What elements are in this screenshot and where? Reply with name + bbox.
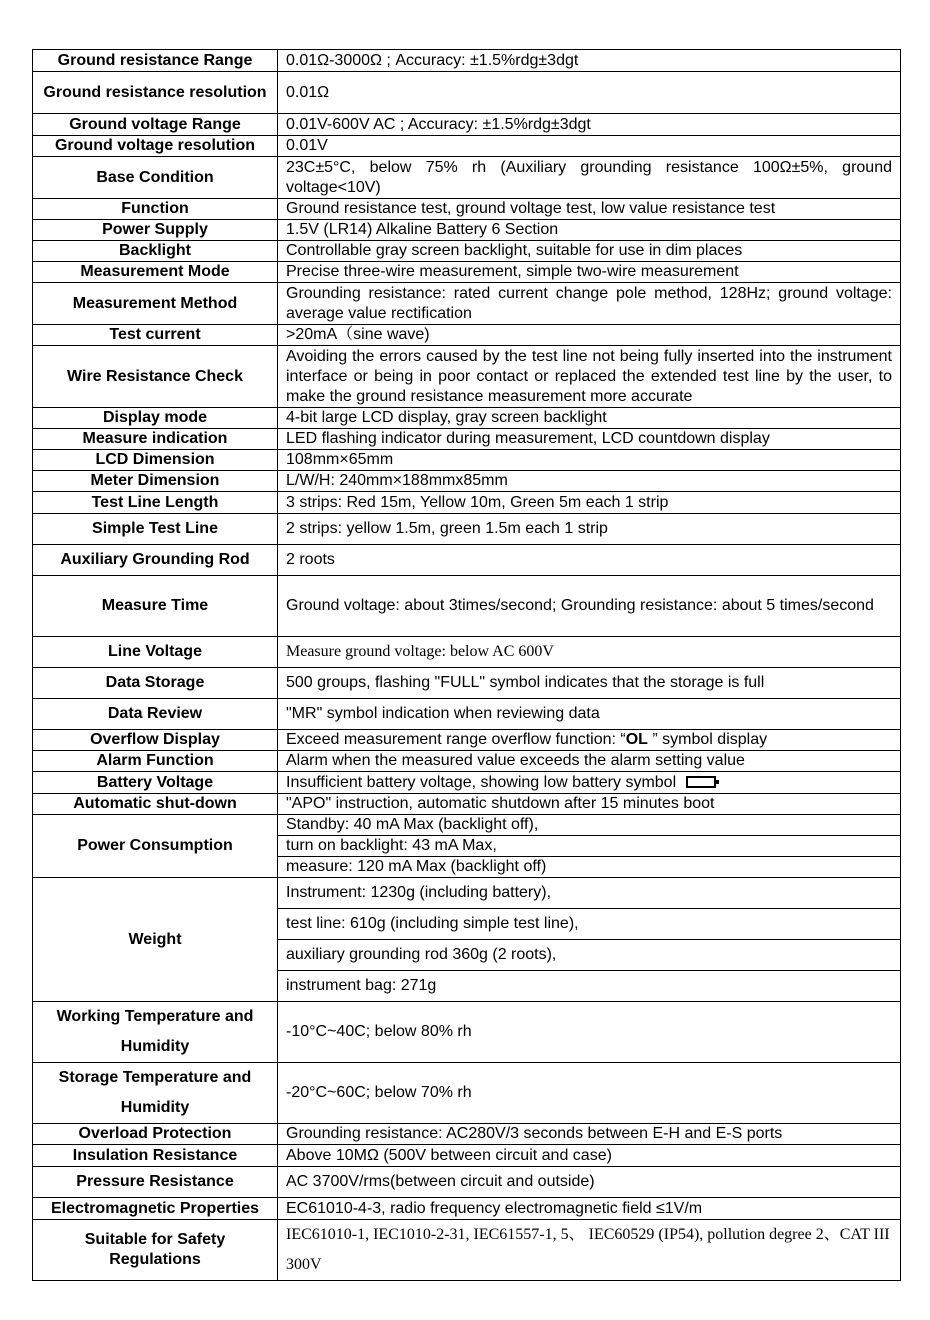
table-row <box>33 1145 901 1167</box>
row-value: L/W/H: 240mm×188mmx85mm <box>278 471 901 492</box>
table-row <box>33 283 901 325</box>
row-label: Measure Time <box>33 576 278 637</box>
value-line: auxiliary grounding rod 360g (2 roots), <box>278 940 900 971</box>
row-value: Precise three-wire measurement, simple two-wire measurement <box>278 262 901 283</box>
table-row <box>33 1198 901 1220</box>
row-label: Insulation Resistance <box>33 1145 278 1167</box>
row-label: Simple Test Line <box>33 514 278 545</box>
row-label: Pressure Resistance <box>33 1167 278 1198</box>
row-label: Weight <box>33 878 278 1002</box>
row-value: 4-bit large LCD display, gray screen backlight <box>278 408 901 429</box>
row-value: LED flashing indicator during measurement, LCD countdown display <box>278 429 901 450</box>
table-row <box>33 408 901 429</box>
row-value: AC 3700V/rms(between circuit and outside) <box>278 1167 901 1198</box>
row-value: IEC61010-1, IEC1010-2-31, IEC61557-1, 5、 IEC60529 (IP54), pollution degree 2、CAT III 300V <box>278 1220 901 1281</box>
row-label: Working Temperature and Humidity <box>33 1002 278 1063</box>
table-row <box>33 262 901 283</box>
row-value <box>278 772 901 794</box>
row-label: Backlight <box>33 241 278 262</box>
row-value: Above 10MΩ (500V between circuit and case) <box>278 1145 901 1167</box>
table-row <box>33 157 901 199</box>
value-line: Standby: 40 mA Max (backlight off), <box>278 815 900 836</box>
row-value: 1.5V (LR14) Alkaline Battery 6 Section <box>278 220 901 241</box>
battery-text: Insufficient battery voltage, showing low battery symbol <box>286 773 677 791</box>
row-label: Ground voltage resolution <box>33 136 278 157</box>
table-row <box>33 220 901 241</box>
row-value: 0.01V <box>278 136 901 157</box>
table-row <box>33 545 901 576</box>
table-row <box>33 471 901 492</box>
row-value <box>278 730 901 751</box>
row-value: "APO" instruction, automatic shutdown after 15 minutes boot <box>278 794 901 815</box>
table-row <box>33 346 901 408</box>
row-value: 500 groups, flashing "FULL" symbol indicates that the storage is full <box>278 668 901 699</box>
row-label: Ground resistance Range <box>33 50 278 72</box>
table-row <box>33 114 901 136</box>
row-label: Overload Protection <box>33 1124 278 1145</box>
row-label: Meter Dimension <box>33 471 278 492</box>
table-row <box>33 1124 901 1145</box>
table-row <box>33 1063 901 1124</box>
table-row <box>33 878 901 1002</box>
row-label: Data Storage <box>33 668 278 699</box>
row-label: Function <box>33 199 278 220</box>
table-row <box>33 429 901 450</box>
row-label: Measurement Method <box>33 283 278 325</box>
row-value: -10°C~40C; below 80% rh <box>278 1002 901 1063</box>
table-row <box>33 241 901 262</box>
row-value: Ground voltage: about 3times/second; Grounding resistance: about 5 times/second <box>278 576 901 637</box>
table-row <box>33 450 901 471</box>
row-value: Avoiding the errors caused by the test line not being fully inserted into the instrument interface or being in poor contact or replaced the extended test line by the user, to make the ground resistance measurement more accurate <box>278 346 901 408</box>
row-label: Test Line Length <box>33 492 278 514</box>
row-value: Measure ground voltage: below AC 600V <box>278 637 901 668</box>
row-value: 108mm×65mm <box>278 450 901 471</box>
table-row <box>33 514 901 545</box>
table-row <box>33 730 901 751</box>
table-row <box>33 1167 901 1198</box>
table-row <box>33 794 901 815</box>
overflow-text-post: ” symbol display <box>647 731 768 748</box>
row-value <box>278 815 901 878</box>
overflow-text-pre: Exceed measurement range overflow function: “ <box>286 731 626 748</box>
value-line: Instrument: 1230g (including battery), <box>278 878 900 909</box>
row-label: Battery Voltage <box>33 772 278 794</box>
value-line: test line: 610g (including simple test line), <box>278 909 900 940</box>
row-value <box>278 878 901 1002</box>
table-row <box>33 199 901 220</box>
row-label: Measure indication <box>33 429 278 450</box>
table-row <box>33 492 901 514</box>
row-value: >20mA（sine wave) <box>278 325 901 346</box>
table-row <box>33 325 901 346</box>
table-row <box>33 576 901 637</box>
value-line: turn on backlight: 43 mA Max, <box>278 836 900 857</box>
ol-symbol: OL <box>625 731 648 748</box>
table-row <box>33 1220 901 1281</box>
row-value: 3 strips: Red 15m, Yellow 10m, Green 5m each 1 strip <box>278 492 901 514</box>
row-label: Auxiliary Grounding Rod <box>33 545 278 576</box>
row-value: 2 strips: yellow 1.5m, green 1.5m each 1 strip <box>278 514 901 545</box>
row-value: Controllable gray screen backlight, suitable for use in dim places <box>278 241 901 262</box>
table-row <box>33 50 901 72</box>
row-label: LCD Dimension <box>33 450 278 471</box>
row-value: "MR" symbol indication when reviewing data <box>278 699 901 730</box>
row-label: Electromagnetic Properties <box>33 1198 278 1220</box>
table-row <box>33 815 901 878</box>
value-line: instrument bag: 271g <box>286 977 437 994</box>
row-value: 0.01Ω <box>278 72 901 114</box>
table-row <box>33 136 901 157</box>
row-label: Overflow Display <box>33 730 278 751</box>
table-row <box>33 751 901 772</box>
table-row <box>33 637 901 668</box>
row-label: Line Voltage <box>33 637 278 668</box>
row-label: Base Condition <box>33 157 278 199</box>
row-value: EC61010-4-3, radio frequency electromagnetic field ≤1V/m <box>278 1198 901 1220</box>
row-value: Alarm when the measured value exceeds the alarm setting value <box>278 751 901 772</box>
row-value: -20°C~60C; below 70% rh <box>278 1063 901 1124</box>
table-row <box>33 699 901 730</box>
table-row <box>33 668 901 699</box>
row-label: Wire Resistance Check <box>33 346 278 408</box>
row-label: Measurement Mode <box>33 262 278 283</box>
battery-low-icon <box>686 776 716 788</box>
row-value: Ground resistance test, ground voltage test, low value resistance test <box>278 199 901 220</box>
row-label: Power Supply <box>33 220 278 241</box>
row-value: 0.01Ω-3000Ω ; Accuracy: ±1.5%rdg±3dgt <box>278 50 901 72</box>
row-label: Ground resistance resolution <box>33 72 278 114</box>
row-label: Automatic shut-down <box>33 794 278 815</box>
row-label: Storage Temperature and Humidity <box>33 1063 278 1124</box>
table-row <box>33 1002 901 1063</box>
row-value: 2 roots <box>278 545 901 576</box>
row-value: 23C±5°C, below 75% rh (Auxiliary grounding resistance 100Ω±5%, ground voltage<10V) <box>278 157 901 199</box>
row-value: Grounding resistance: rated current change pole method, 128Hz; ground voltage: average value rectification <box>278 283 901 325</box>
row-label: Alarm Function <box>33 751 278 772</box>
row-label: Data Review <box>33 699 278 730</box>
table-row <box>33 772 901 794</box>
value-line: measure: 120 mA Max (backlight off) <box>286 858 547 875</box>
row-label: Power Consumption <box>33 815 278 878</box>
table-row <box>33 72 901 114</box>
row-value: 0.01V-600V AC ; Accuracy: ±1.5%rdg±3dgt <box>278 114 901 136</box>
row-label: Suitable for Safety Regulations <box>33 1220 278 1281</box>
row-value: Grounding resistance: AC280V/3 seconds between E-H and E-S ports <box>278 1124 901 1145</box>
row-label: Ground voltage Range <box>33 114 278 136</box>
row-label: Test current <box>33 325 278 346</box>
spec-table <box>32 49 901 1281</box>
row-label: Display mode <box>33 408 278 429</box>
